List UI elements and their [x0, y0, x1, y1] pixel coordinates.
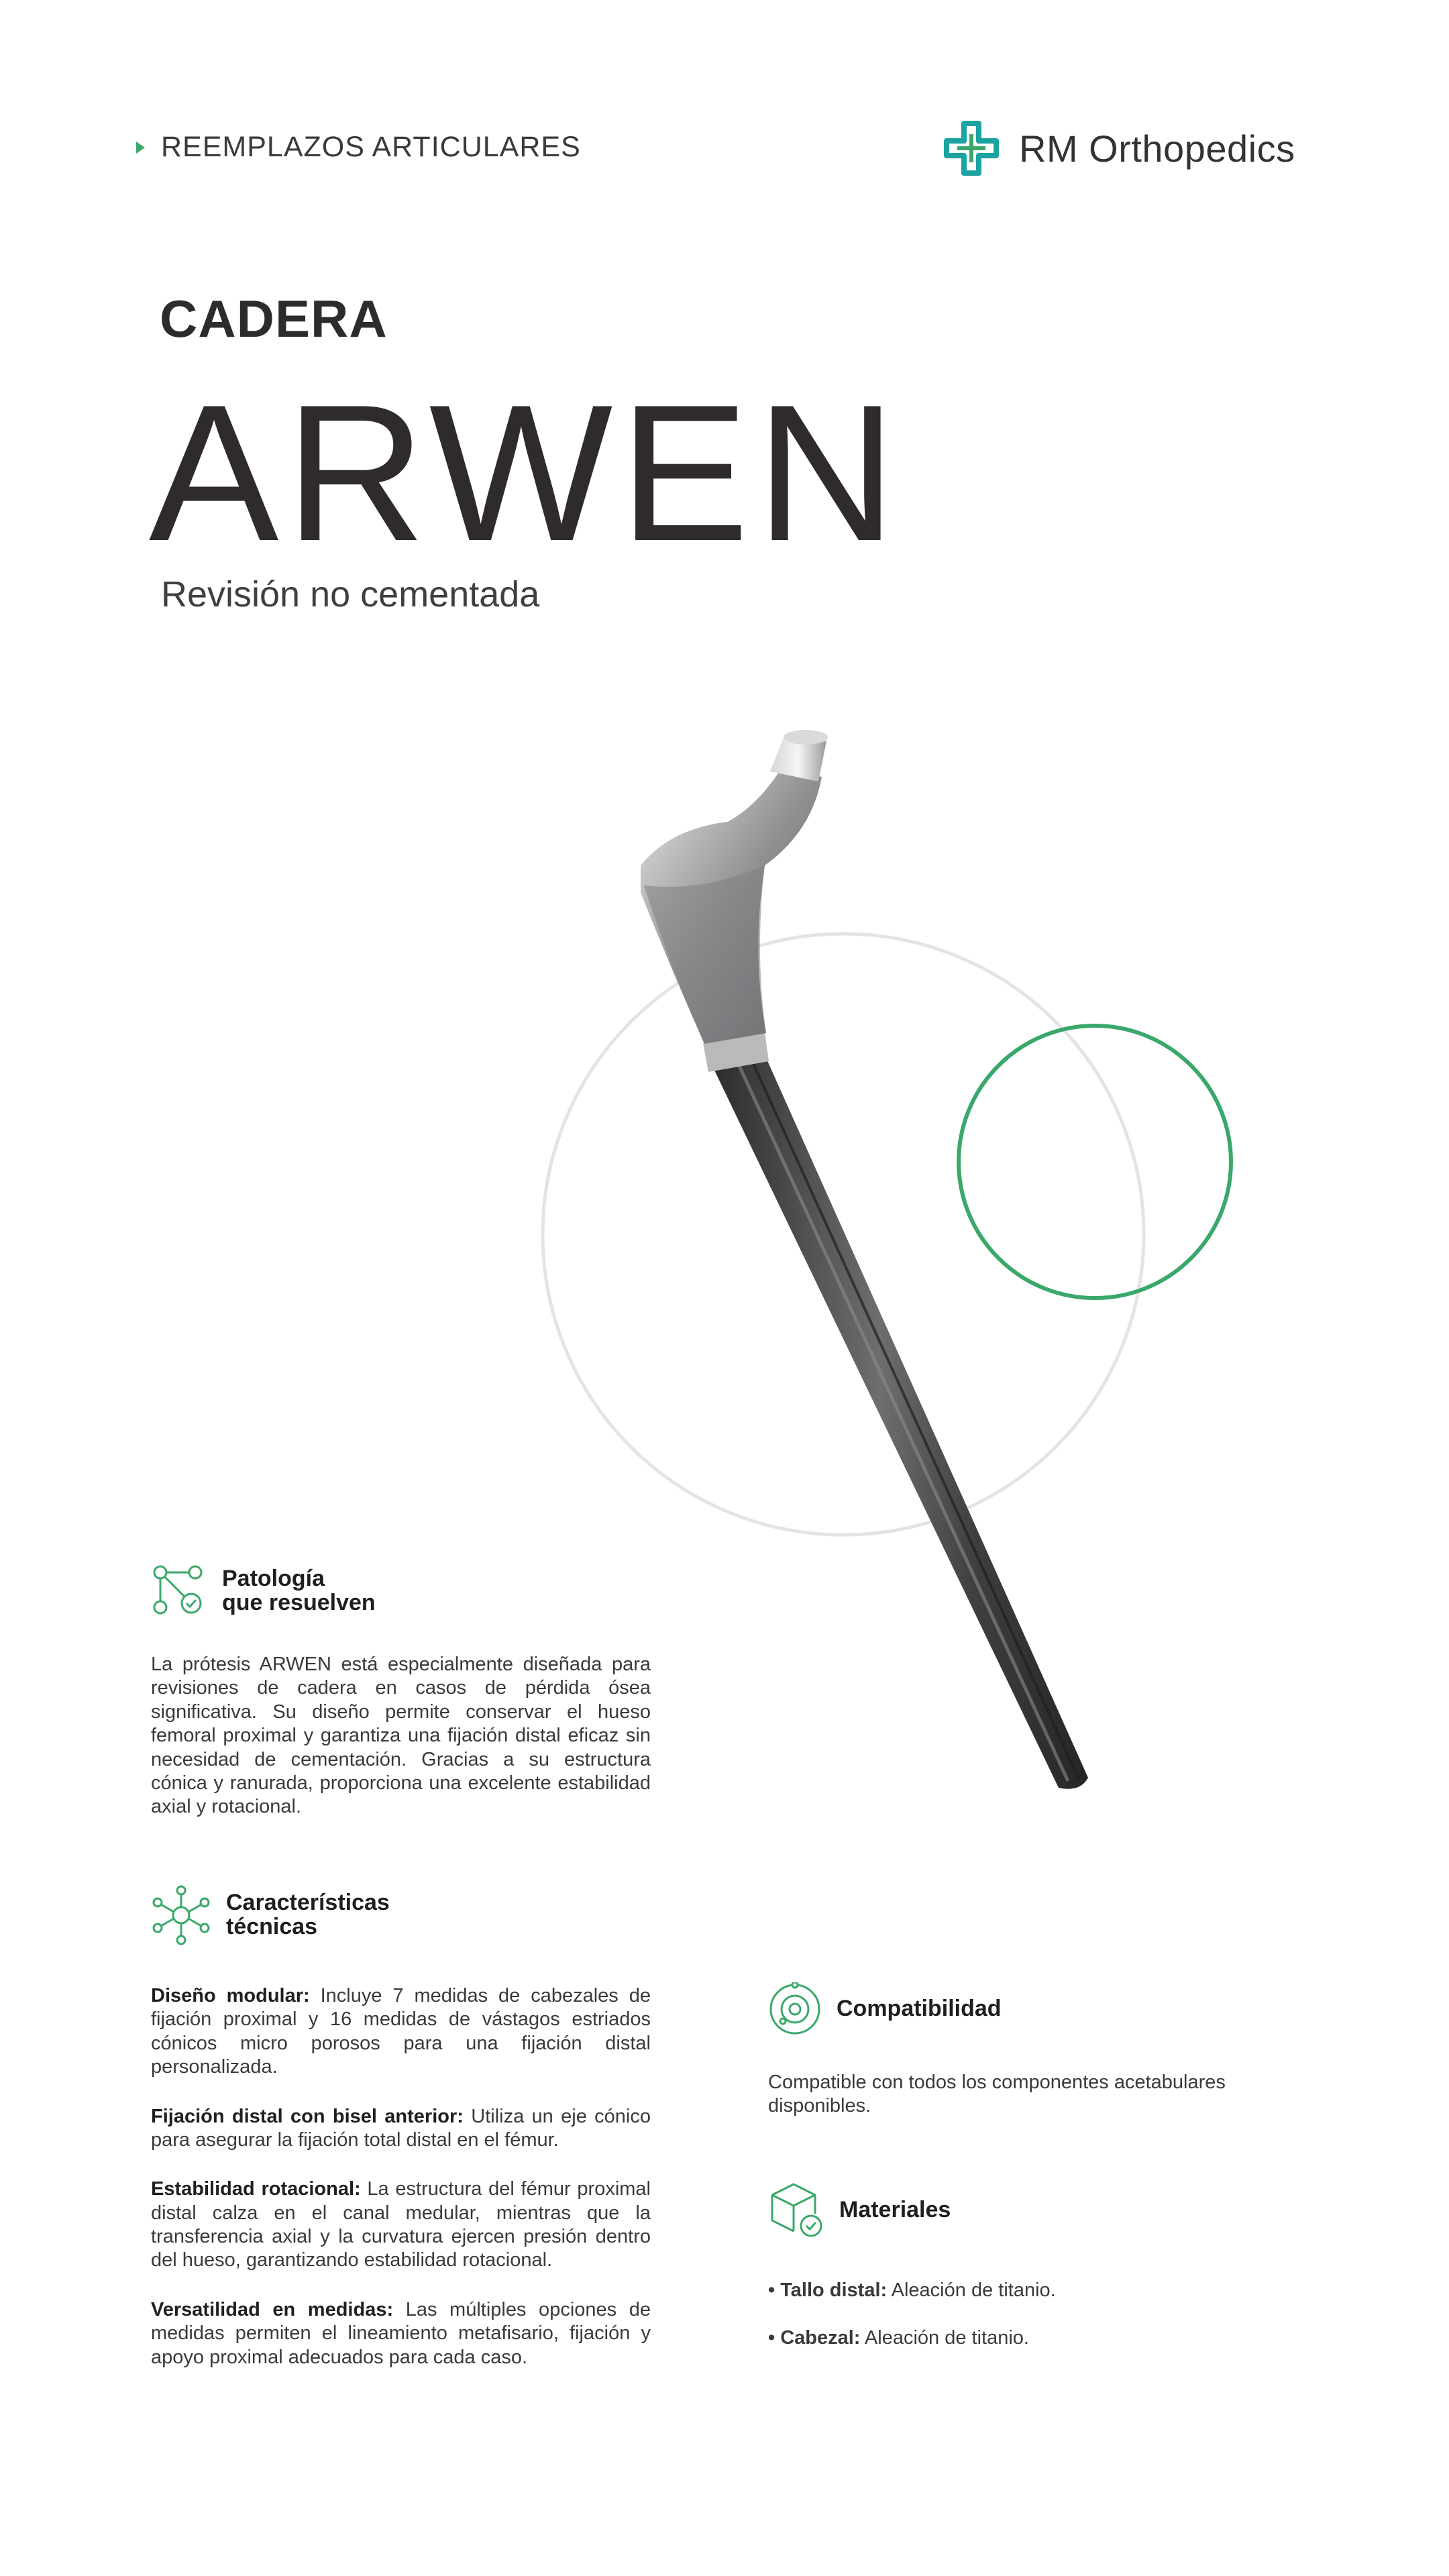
caracteristicas-title-line2: técnicas [226, 1914, 318, 1939]
caret-right-icon [136, 142, 145, 154]
feature-item: Fijación distal con bisel anterior: Utiliza un eje cónico para asegurar la fijación total distal en el fémur. [151, 2105, 651, 2151]
breadcrumb[interactable] [136, 131, 581, 164]
category-title: CADERA [160, 289, 388, 348]
brand-name: RM Orthopedics [1019, 127, 1295, 170]
compatibilidad-header [768, 1982, 1278, 2036]
caracteristicas-header [151, 1885, 651, 1945]
caracteristicas-title-line1: Características [226, 1890, 390, 1916]
patologia-header [151, 1563, 651, 1619]
patologia-text: La prótesis ARWEN está especialmente diseñada para revisiones de cadera en casos de pérdida ósea significativa. Su diseño permite conservar el hueso femoral proximal y garantiza una fijación distal eficaz sin necesidad de cementación. Gracias a su estructura cónica y ranurada, proporciona una excelente estabilidad axial y rotacional. [151, 1654, 651, 1818]
product-title: ARWEN [149, 364, 904, 582]
brand [943, 119, 1295, 177]
section-materiales [768, 2180, 1278, 2375]
medical-cross-logo-icon [943, 119, 1000, 177]
compatibilidad-title: Compatibilidad [837, 1996, 1002, 2022]
breadcrumb-label: REEMPLAZOS ARTICULARES [161, 131, 581, 163]
feature-item: Versatilidad en medidas: Las múltiples opciones de medidas permiten el lineamiento metafisario, fijación y apoyo proximal adecuados para cada caso. [151, 2298, 651, 2368]
material-item: • Cabezal: Aleación de titanio. [768, 2327, 1029, 2349]
feature-item: Diseño modular: Incluye 7 medidas de cabezales de fijación proximal y 16 medidas de vástagos estriados cónicos micro porosos para una fijación distal personalizada. [151, 1985, 651, 2078]
material-item: • Tallo distal: Aleación de titanio. [768, 2279, 1056, 2301]
section-patologia [151, 1563, 651, 1839]
network-check-icon [151, 1563, 207, 1619]
materiales-title: Materiales [839, 2197, 951, 2223]
patologia-title-line1: Patología [222, 1566, 325, 1592]
hub-network-icon [151, 1885, 211, 1945]
materiales-header [768, 2180, 1278, 2241]
feature-item: Estabilidad rotacional: La estructura del fémur proximal distal calza en el canal medular, mientras que la transferencia axial y la curvatura ejercen presión dentro del hueso, garantizando estabilidad rotacional. [151, 2178, 651, 2271]
cube-check-icon [768, 2180, 824, 2241]
patologia-title-line2: que resuelven [222, 1590, 376, 1615]
section-compatibilidad [768, 1982, 1278, 2138]
compatibilidad-text: Compatible con todos los componentes acetabulares disponibles. [768, 2072, 1226, 2117]
hip-stem-implant [641, 730, 1088, 1789]
target-circle-icon [768, 1982, 822, 2036]
section-caracteristicas [151, 1885, 651, 2395]
green-circle [959, 1026, 1231, 1298]
product-subtitle: Revisión no cementada [161, 574, 540, 614]
